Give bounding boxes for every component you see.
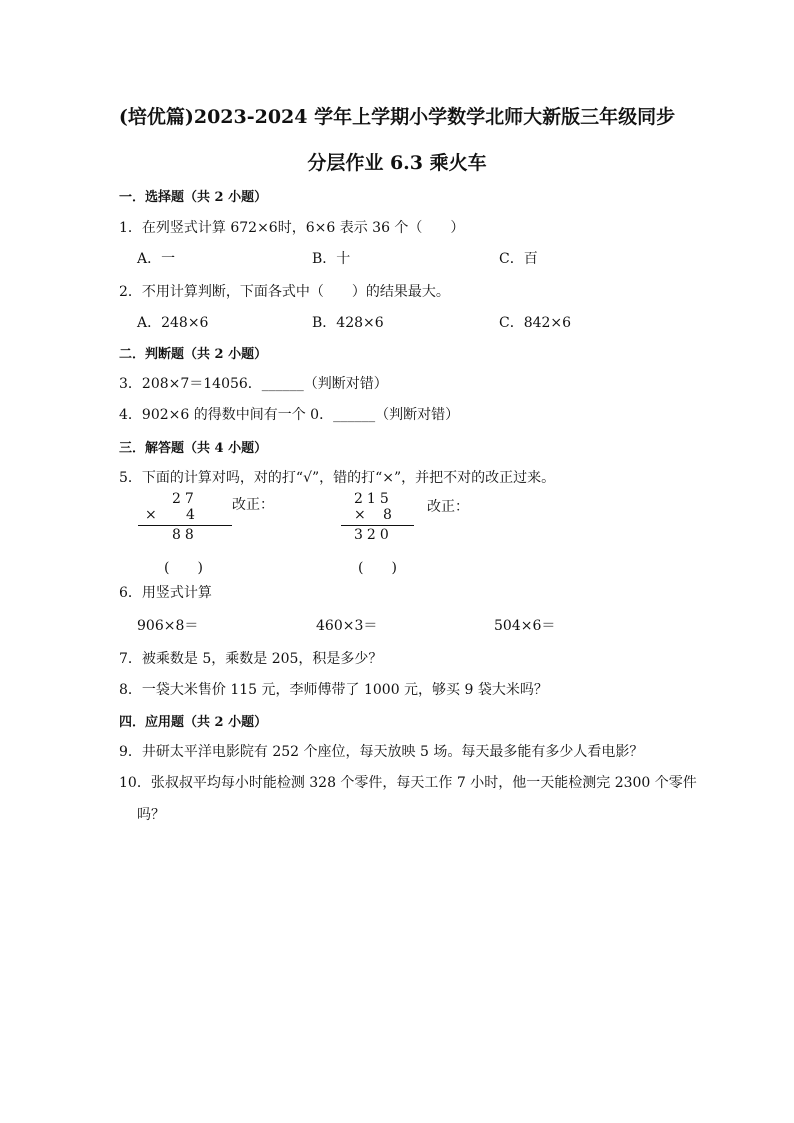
question-2: 2．不用计算判断，下面各式中（ ）的结果最大。 xyxy=(119,284,450,300)
question-10-line-2: 吗？ xyxy=(137,807,165,823)
question-1: 1．在列竖式计算 672×6时，6×6 表示 36 个（ ） xyxy=(119,220,465,236)
question-7: 7．被乘数是 5，乘数是 205，积是多少？ xyxy=(119,651,383,667)
page-title-line-2: 分层作业 6.3 乘火车 xyxy=(307,152,487,174)
question-2-option-b: B．428×6 xyxy=(312,315,384,331)
question-3: 3．208×7＝14056．______（判断对错） xyxy=(119,376,388,392)
calc-1-line xyxy=(138,525,232,526)
calc-1-multiplicand: 27 xyxy=(172,491,198,507)
question-1-option-b: B．十 xyxy=(312,251,351,267)
section-heading-application: 四．应用题（共 2 小题） xyxy=(119,715,268,730)
question-6-item-2: 460×3＝ xyxy=(316,618,378,634)
page-title-line-1: (培优篇)2023-2024 学年上学期小学数学北师大新版三年级同步 xyxy=(118,106,676,128)
question-2-option-a: A．248×6 xyxy=(137,315,209,331)
calc-1-answer-bracket: ( ) xyxy=(164,560,203,576)
question-9: 9．井研太平洋电影院有 252 个座位，每天放映 5 场。每天最多能有多少人看电影？ xyxy=(119,744,644,760)
calc-2-multiplicand: 215 xyxy=(354,491,393,507)
calc-1-multiplier: 4 xyxy=(186,507,199,523)
question-2-option-c: C．842×6 xyxy=(499,315,572,331)
question-8: 8．一袋大米售价 115 元，李师傅带了 1000 元，够买 9 袋大米吗？ xyxy=(119,682,548,698)
calc-2-answer-bracket: ( ) xyxy=(358,560,397,576)
calc-2-multiplier: 8 xyxy=(383,507,396,523)
section-heading-answer: 三．解答题（共 4 小题） xyxy=(119,441,268,456)
question-1-option-c: C．百 xyxy=(499,251,538,267)
question-6: 6．用竖式计算 xyxy=(119,585,212,601)
calc-2-operator: × xyxy=(354,507,370,523)
question-6-item-3: 504×6＝ xyxy=(494,618,556,634)
section-heading-judge: 二．判断题（共 2 小题） xyxy=(119,347,268,362)
calc-2-result: 320 xyxy=(354,527,393,543)
question-1-option-a: A．一 xyxy=(137,251,176,267)
calc-2-fix-label: 改正： xyxy=(427,499,469,515)
question-5: 5．下面的计算对吗，对的打“√”，错的打“×”，并把不对的改正过来。 xyxy=(119,470,556,486)
calc-1-fix-label: 改正： xyxy=(232,497,274,513)
calc-2-line xyxy=(341,525,414,526)
question-6-item-1: 906×8＝ xyxy=(137,618,199,634)
calc-1-operator: × xyxy=(145,507,161,523)
question-10-line-1: 10．张叔叔平均每小时能检测 328 个零件，每天工作 7 小时，他一天能检测完 2300 个零件 xyxy=(119,775,697,791)
question-4: 4．902×6 的得数中间有一个 0．______（判断对错） xyxy=(119,407,460,423)
calc-1-result: 88 xyxy=(172,527,198,543)
section-heading-choice: 一．选择题（共 2 小题） xyxy=(119,190,268,205)
